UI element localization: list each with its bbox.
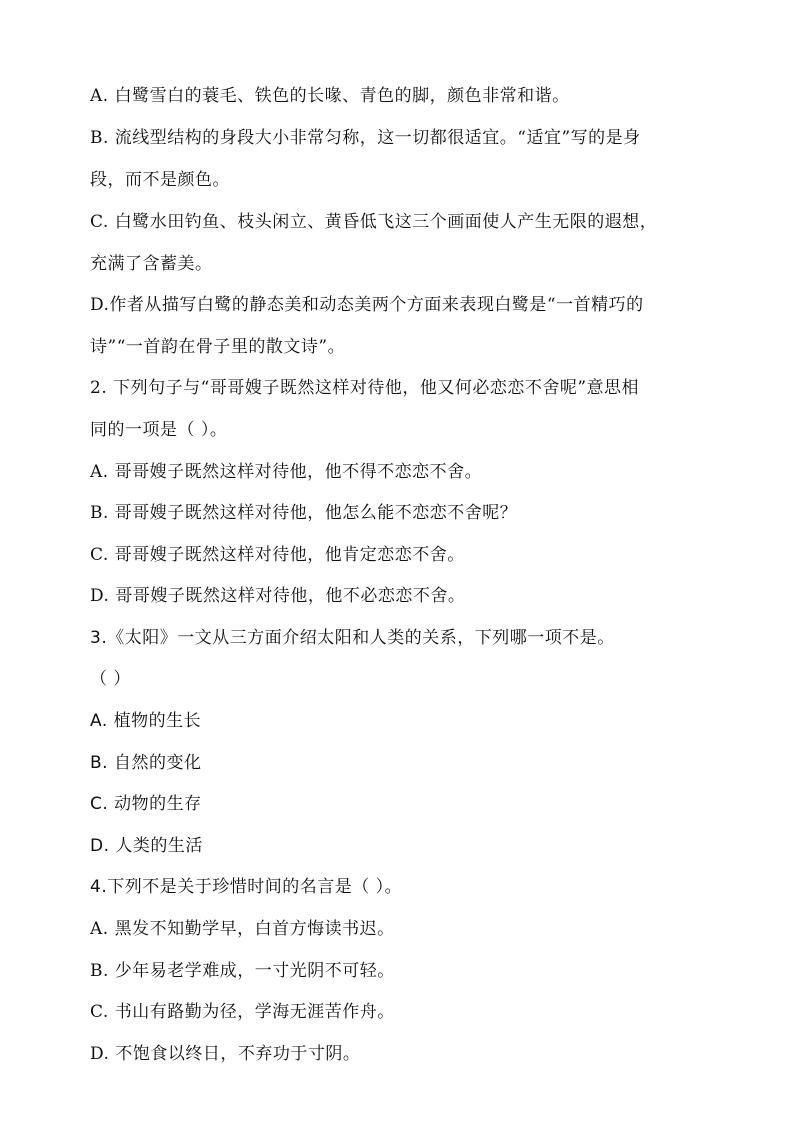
q1-option-a: A. 白鹭雪白的蓑毛、铁色的长喙、青色的脚，颜色非常和谐。 xyxy=(90,86,570,106)
q1-option-b-line-2: 段，而不是颜色。 xyxy=(90,170,230,190)
q2-option-c: C. 哥哥嫂子既然这样对待他，他肯定恋恋不舍。 xyxy=(90,545,465,565)
q3-stem-line-2: （ ） xyxy=(90,669,131,689)
q1-option-d-line-1: D.作者从描写白鹭的静态美和动态美两个方面来表现白鹭是“一首精巧的 xyxy=(90,295,644,315)
q1-option-c-line-1: C. 白鹭水田钓鱼、枝头闲立、黄昏低飞这三个画面使人产生无限的遐想， xyxy=(90,212,658,232)
q4-option-a: A. 黑发不知勤学早，白首方悔读书迟。 xyxy=(90,919,395,939)
q4-stem: 4.下列不是关于珍惜时间的名言是（ ）。 xyxy=(90,877,403,897)
q1-option-c-line-2: 充满了含蓄美。 xyxy=(90,254,213,274)
q2-option-d: D. 哥哥嫂子既然这样对待他，他不必恋恋不舍。 xyxy=(90,586,466,606)
q2-stem-line-1: 2. 下列句子与“哥哥嫂子既然这样对待他，他又何必恋恋不舍呢”意思相 xyxy=(90,378,640,398)
q1-option-b-line-1: B. 流线型结构的身段大小非常匀称，这一切都很适宜。“适宜”写的是身 xyxy=(90,128,641,148)
q4-option-c: C. 书山有路勤为径，学海无涯苦作舟。 xyxy=(90,1002,395,1022)
q3-option-d: D. 人类的生活 xyxy=(90,836,203,856)
q3-stem-line-1: 3.《太阳》一文从三方面介绍太阳和人类的关系，下列哪一项不是。 xyxy=(90,628,615,648)
q1-option-d-line-2: 诗”“一首韵在骨子里的散文诗”。 xyxy=(90,337,346,357)
q3-option-b: B. 自然的变化 xyxy=(90,753,202,773)
q2-option-b: B. 哥哥嫂子既然这样对待他，他怎么能不恋恋不舍呢？ xyxy=(90,503,518,523)
q2-option-a: A. 哥哥嫂子既然这样对待他，他不得不恋恋不舍。 xyxy=(90,462,483,482)
q2-stem-line-2: 同的一项是（ ）。 xyxy=(90,420,228,440)
q4-option-d: D. 不饱食以终日，不弃功于寸阴。 xyxy=(90,1044,361,1064)
q3-option-c: C. 动物的生存 xyxy=(90,794,202,814)
q4-option-b: B. 少年易老学难成，一寸光阴不可轻。 xyxy=(90,961,395,981)
q3-option-a: A. 植物的生长 xyxy=(90,711,202,731)
